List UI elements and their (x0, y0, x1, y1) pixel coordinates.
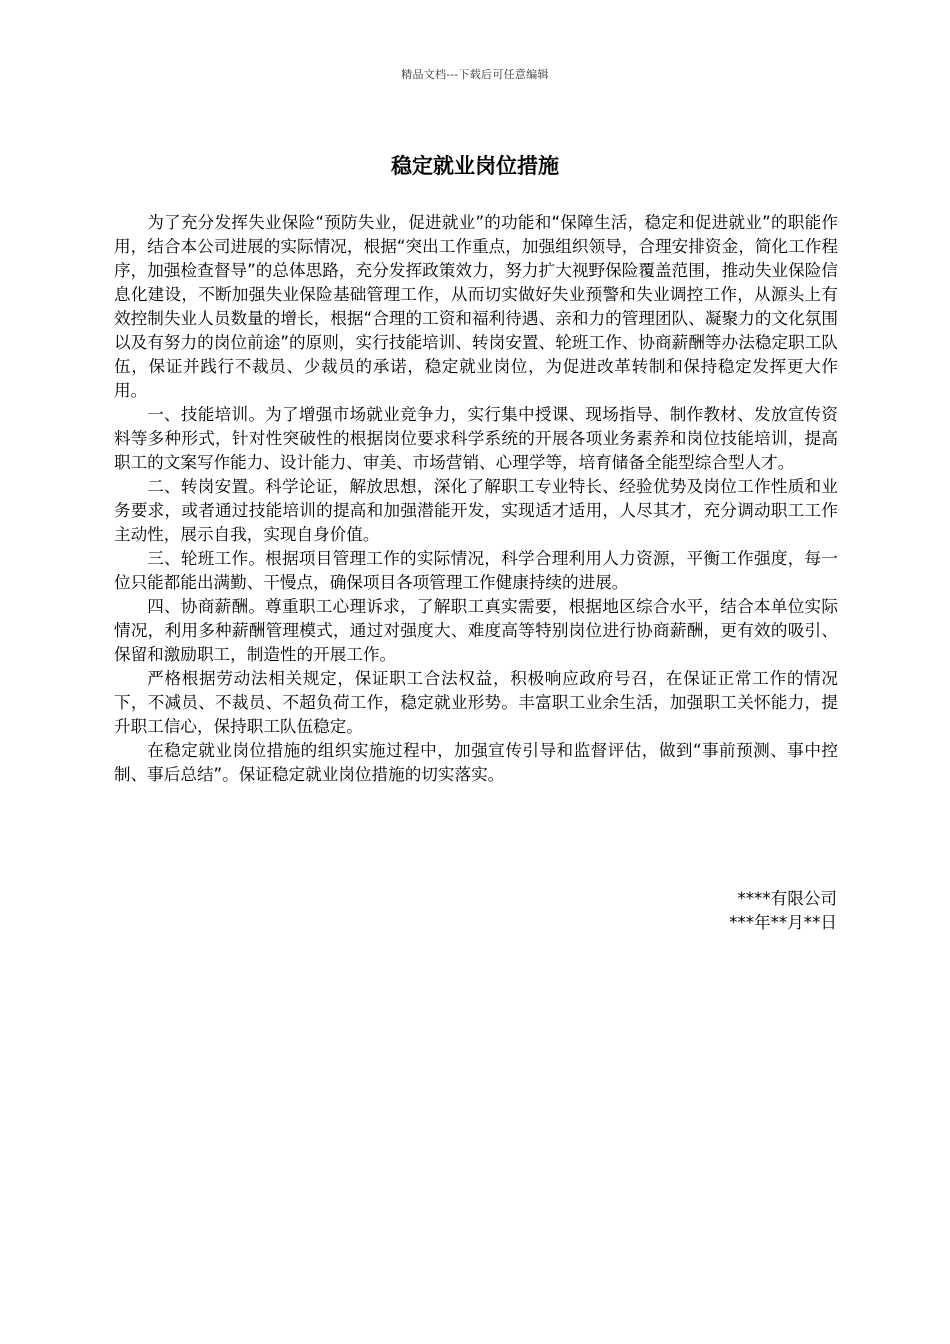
document-body (114, 211, 838, 787)
document-title: 稳定就业岗位措施 (391, 154, 559, 178)
signature-date: ***年**月**日 (729, 913, 837, 932)
paragraph-shift-work: 三、轮班工作。根据项目管理工作的实际情况，科学合理利用人力资源，平衡工作强度，每一位只能都能出满勤、干慢点，确保项目各项管理工作健康持续的进展。 (114, 549, 838, 592)
intro-paragraph: 为了充分发挥失业保险“预防失业，促进就业”的功能和“保障生活，稳定和促进就业”的职能作用，结合本公司进展的实际情况，根据“突出工作重点，加强组织领导，合理安排资金，简化工作程序，加强检查督导”的总体思路，充分发挥政策效力，努力扩大视野保险覆盖范围，推动失业保险信息化建设，不断加强失业保险基础管理工作，从而切实做好失业预警和失业调控工作，从源头上有效控制失业人员数量的增长，根据“合理的工资和福利待遇、亲和力的管理团队、凝聚力的文化氛围以及有努力的岗位前途”的原则，实行技能培训、转岗安置、轮班工作、协商薪酬等办法稳定职工队伍，保证并践行不裁员、少裁员的承诺，稳定就业岗位，为促进改革转制和保持稳定发挥更大作用。 (114, 213, 838, 400)
header-note: 精品文档---下载后可任意编辑 (401, 68, 549, 81)
paragraph-salary-negotiation: 四、协商薪酬。尊重职工心理诉求，了解职工真实需要，根据地区综合水平，结合本单位实际情况，利用多种薪酬管理模式，通过对强度大、难度高等特别岗位进行协商薪酬，更有效的吸引、保留和激励职工，制造性的开展工作。 (114, 597, 838, 664)
paragraph-labor-law: 严格根据劳动法相关规定，保证职工合法权益，积极响应政府号召，在保证正常工作的情况下，不减员、不裁员、不超负荷工作，稳定就业形势。丰富职工业余生活，加强职工关怀能力，提升职工信心，保持职工队伍稳定。 (114, 669, 838, 736)
signature-company: ****有限公司 (737, 889, 837, 908)
signature-block (729, 887, 837, 935)
paragraph-skill-training: 一、技能培训。为了增强市场就业竞争力，实行集中授课、现场指导、制作教材、发放宣传资料等多种形式，针对性突破性的根据岗位要求科学系统的开展各项业务素养和岗位技能培训，提高职工的文案写作能力、设计能力、审美、市场营销、心理学等，培育储备全能型综合型人才。 (114, 405, 838, 472)
paragraph-job-transfer: 二、转岗安置。科学论证，解放思想，深化了解职工专业特长、经验优势及岗位工作性质和业务要求，或者通过技能培训的提高和加强潜能开发，实现适才适用，人尽其才，充分调动职工工作主动性，展示自我，实现自身价值。 (114, 477, 838, 544)
paragraph-implementation: 在稳定就业岗位措施的组织实施过程中，加强宣传引导和监督评估，做到“事前预测、事中控制、事后总结”。保证稳定就业岗位措施的切实落实。 (114, 741, 838, 784)
